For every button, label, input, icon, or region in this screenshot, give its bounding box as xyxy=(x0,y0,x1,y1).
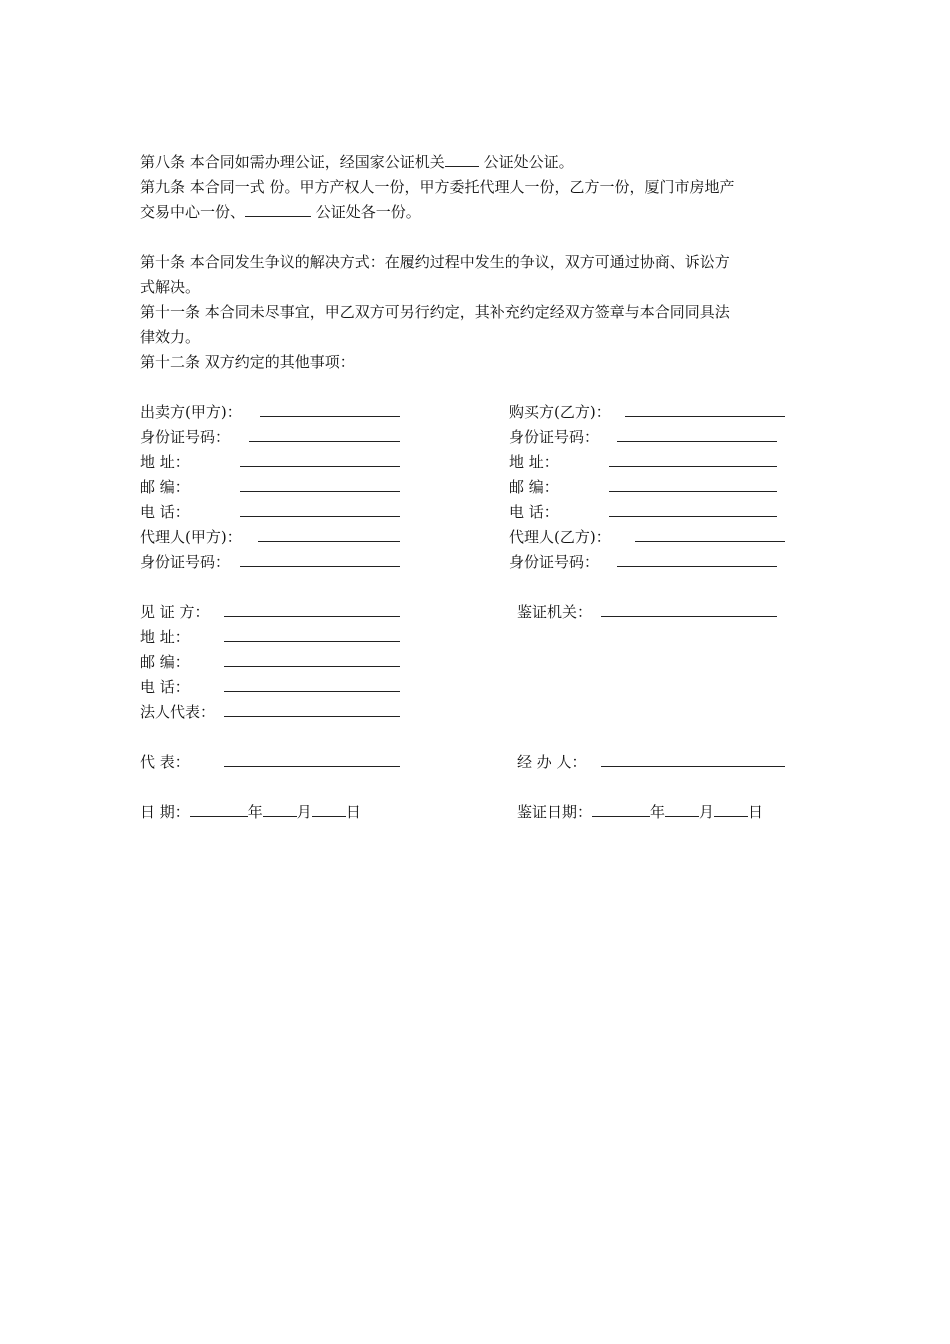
seller-id-label: 身份证号码： xyxy=(140,428,231,446)
seller-agent-label: 代理人(甲方)： xyxy=(140,528,242,546)
authority-day-unit: 日 xyxy=(748,803,764,821)
seller-address-label: 地 址： xyxy=(140,453,190,471)
year-unit: 年 xyxy=(247,803,263,821)
date-year-field[interactable] xyxy=(190,800,248,817)
article-12: 第十二条 双方约定的其他事项： xyxy=(140,353,355,371)
buyer-agent-id-field[interactable] xyxy=(617,566,777,567)
handler-field[interactable] xyxy=(601,766,785,767)
representative-label: 代 表： xyxy=(140,753,190,771)
buyer-postcode-field[interactable] xyxy=(609,491,777,492)
buyer-name-label: 购买方(乙方)： xyxy=(509,403,611,421)
buyer-name-field[interactable] xyxy=(625,416,785,417)
witness-address-field[interactable] xyxy=(224,641,400,642)
buyer-postcode-label: 邮 编： xyxy=(509,478,559,496)
seller-postcode-label: 邮 编： xyxy=(140,478,190,496)
buyer-phone-label: 电 话： xyxy=(509,503,559,521)
representative-field[interactable] xyxy=(224,766,400,767)
month-unit: 月 xyxy=(296,803,312,821)
witness-phone-field[interactable] xyxy=(224,691,400,692)
authority-name-label: 鉴证机关： xyxy=(517,603,593,621)
article-10-line2: 式解决。 xyxy=(140,278,201,296)
notary-office-blank[interactable] xyxy=(245,200,311,217)
buyer-phone-field[interactable] xyxy=(609,516,777,517)
witness-legal-rep-field[interactable] xyxy=(224,716,400,717)
buyer-agent-label: 代理人(乙方)： xyxy=(509,528,611,546)
buyer-address-field[interactable] xyxy=(609,466,777,467)
article-11-line1: 第十一条 本合同未尽事宜，甲乙双方可另行约定，其补充约定经双方签章与本合同同具法 xyxy=(140,303,730,321)
seller-phone-field[interactable] xyxy=(240,516,400,517)
authority-date-row xyxy=(517,800,763,825)
seller-id-field[interactable] xyxy=(249,441,400,442)
seller-postcode-field[interactable] xyxy=(240,491,400,492)
witness-phone-label: 电 话： xyxy=(140,678,190,696)
witness-postcode-label: 邮 编： xyxy=(140,653,190,671)
article-9-line2-suffix: 公证处各一份。 xyxy=(315,203,421,221)
article-8 xyxy=(140,150,574,175)
article-8-prefix: 第八条 本合同如需办理公证，经国家公证机关 xyxy=(140,153,445,171)
authority-date-day-field[interactable] xyxy=(714,800,748,817)
seller-phone-label: 电 话： xyxy=(140,503,190,521)
notary-blank[interactable] xyxy=(445,150,479,167)
buyer-id-field[interactable] xyxy=(617,441,777,442)
seller-name-field[interactable] xyxy=(260,416,400,417)
date-month-field[interactable] xyxy=(263,800,297,817)
authority-date-year-field[interactable] xyxy=(592,800,650,817)
seller-agent-id-label: 身份证号码： xyxy=(140,553,231,571)
article-11-line2: 律效力。 xyxy=(140,328,201,346)
witness-legal-rep-label: 法人代表： xyxy=(140,703,216,721)
date-day-field[interactable] xyxy=(312,800,346,817)
witness-postcode-field[interactable] xyxy=(224,666,400,667)
buyer-address-label: 地 址： xyxy=(509,453,559,471)
authority-date-label: 鉴证日期： xyxy=(517,803,593,821)
seller-agent-field[interactable] xyxy=(258,541,400,542)
article-9-line2 xyxy=(140,200,421,225)
authority-date-month-field[interactable] xyxy=(665,800,699,817)
buyer-agent-id-label: 身份证号码： xyxy=(509,553,600,571)
authority-name-field[interactable] xyxy=(601,616,777,617)
seller-agent-id-field[interactable] xyxy=(240,566,400,567)
witness-address-label: 地 址： xyxy=(140,628,190,646)
buyer-agent-field[interactable] xyxy=(635,541,785,542)
article-9-line1: 第九条 本合同一式 份。甲方产权人一份，甲方委托代理人一份，乙方一份，厦门市房地产 xyxy=(140,178,735,196)
day-unit: 日 xyxy=(345,803,361,821)
authority-month-unit: 月 xyxy=(699,803,715,821)
authority-year-unit: 年 xyxy=(650,803,666,821)
date-row xyxy=(140,800,361,825)
seller-address-field[interactable] xyxy=(240,466,400,467)
witness-name-label: 见 证 方： xyxy=(140,603,210,621)
seller-name-label: 出卖方(甲方)： xyxy=(140,403,242,421)
article-10-line1: 第十条 本合同发生争议的解决方式：在履约过程中发生的争议，双方可通过协商、诉讼方 xyxy=(140,253,730,271)
article-9-line2-prefix: 交易中心一份、 xyxy=(140,203,246,221)
date-label: 日 期： xyxy=(140,803,190,821)
witness-name-field[interactable] xyxy=(224,616,400,617)
buyer-id-label: 身份证号码： xyxy=(509,428,600,446)
article-8-suffix: 公证处公证。 xyxy=(483,153,574,171)
handler-label: 经 办 人： xyxy=(517,753,587,771)
